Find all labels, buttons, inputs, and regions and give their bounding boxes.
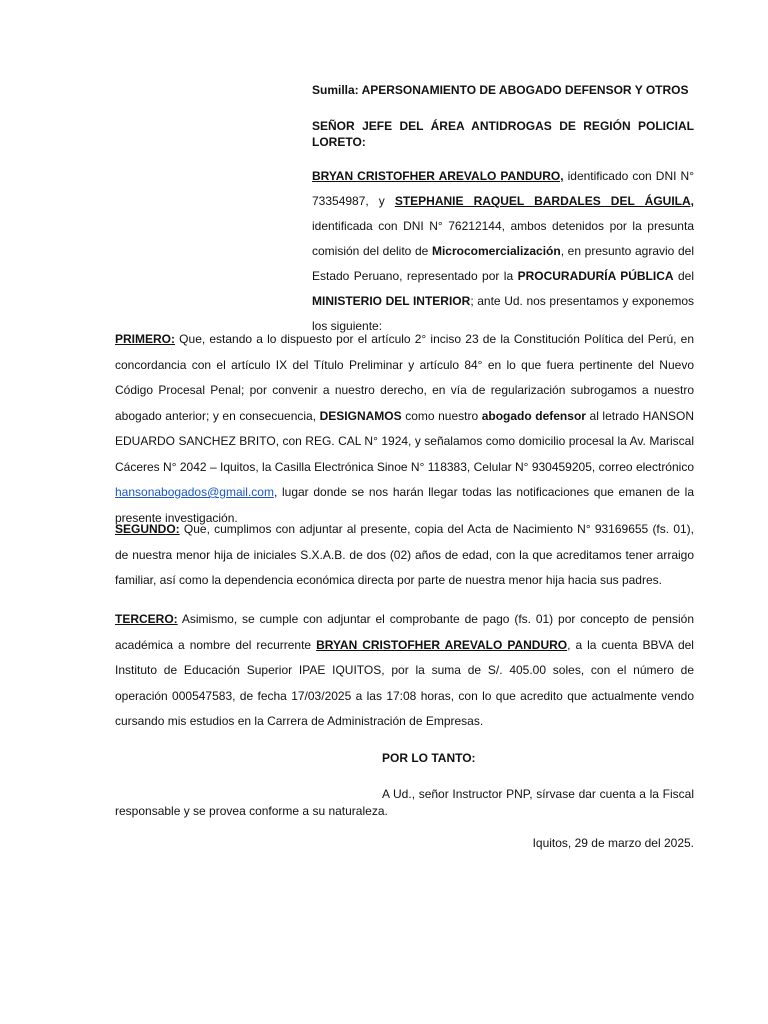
email-link[interactable]: hansonabogados@gmail.com: [115, 485, 274, 499]
primero-text-1: Que, estando a lo dispuesto por el artículo 2° inciso 23 de la Constitución Política del Perú, en concordancia con el artículo IX del Título Preliminar y artículo 84° en lo que fuera pertinente del Nuevo Código Procesal Penal; por convenir a nuestro derecho, en vía de regularización subrogamos a nuestro abogado anterior; y en consecuencia,: [115, 332, 694, 423]
designamos: DESIGNAMOS: [319, 408, 402, 423]
paragraph-primero: [115, 327, 694, 531]
abogado-defensor: abogado defensor: [481, 408, 586, 423]
intro-paragraph: [312, 164, 694, 339]
primero-text-2: como nuestro: [401, 408, 482, 423]
delito-name: Microcomercialización: [431, 244, 561, 258]
por-lo-tanto-heading: POR LO TANTO:: [382, 751, 476, 765]
intro-text-5: ; ante Ud. nos presentamos y exponemos los siguiente:: [312, 294, 694, 333]
segundo-heading: SEGUNDO:: [115, 522, 180, 536]
primero-text-3: al letrado HANSON EDUARDO SANCHEZ BRITO, con REG. CAL N° 1924, y señalamos como domicilio procesal la Av. Mariscal Cáceres N° 2042 – Iquitos, la Casilla Electrónica Sinoe N° 118383, Celular N° 930459205, correo electrónico: [115, 408, 695, 474]
intro-text-1: identificado con DNI N° 73354987, y: [312, 169, 694, 208]
addressee: SEÑOR JEFE DEL ÁREA ANTIDROGAS DE REGIÓN POLICIAL LORETO:: [312, 119, 694, 149]
applicant-name-1: BRYAN CRISTOFHER AREVALO PANDURO,: [312, 169, 564, 183]
intro-text-3: , en presunto agravio del Estado Peruano, representado por la: [312, 244, 695, 283]
document-date: Iquitos, 29 de marzo del 2025.: [532, 836, 694, 850]
tercero-heading: TERCERO:: [115, 612, 178, 626]
intro-text-4: del: [673, 269, 694, 283]
closing-paragraph: A Ud., señor Instructor PNP, sírvase dar cuenta a la Fiscal responsable y se provea conforme a su naturaleza.: [115, 787, 694, 818]
procuraduria: PROCURADURÍA PÚBLICA: [517, 269, 674, 283]
ministerio: MINISTERIO DEL INTERIOR: [312, 294, 471, 308]
paragraph-segundo: [115, 517, 694, 594]
tercero-text-2: , a la cuenta BBVA del Instituto de Educación Superior IPAE IQUITOS, por la suma de S/. 405.00 soles, con el número de operación 000547583, de fecha 17/03/2025 a las 17:08 horas, con lo que acredito que actualmente vendo cursando mis estudios en la Carrera de Administración de Empresas.: [115, 637, 694, 728]
tercero-text-1: Asimismo, se cumple con adjuntar el comprobante de pago (fs. 01) por concepto de pensión académica a nombre del recurrente: [115, 612, 694, 652]
primero-text-4: , lugar donde se nos harán llegar todas las notificaciones que emanen de la presente investigación.: [115, 485, 694, 525]
intro-text-2: identificada con DNI N° 76212144, ambos detenidos por la presunta comisión del delito de: [312, 219, 694, 258]
recurrente-name: BRYAN CRISTOFHER AREVALO PANDURO: [316, 637, 568, 652]
primero-heading: PRIMERO:: [115, 332, 175, 346]
applicant-name-2: STEPHANIE RAQUEL BARDALES DEL ÁGUILA,: [394, 194, 694, 208]
paragraph-tercero: [115, 607, 694, 735]
sumilla: Sumilla: APERSONAMIENTO DE ABOGADO DEFENSOR Y OTROS: [312, 83, 689, 97]
segundo-text: Que, cumplimos con adjuntar al presente, copia del Acta de Nacimiento N° 93169655 (fs. 01), de nuestra menor hija de iniciales S.X.A.B. de dos (02) años de edad, con la que acreditamos tener arraigo familiar, así como la dependencia económica directa por parte de nuestra menor hija hacia sus padres.: [115, 522, 694, 587]
